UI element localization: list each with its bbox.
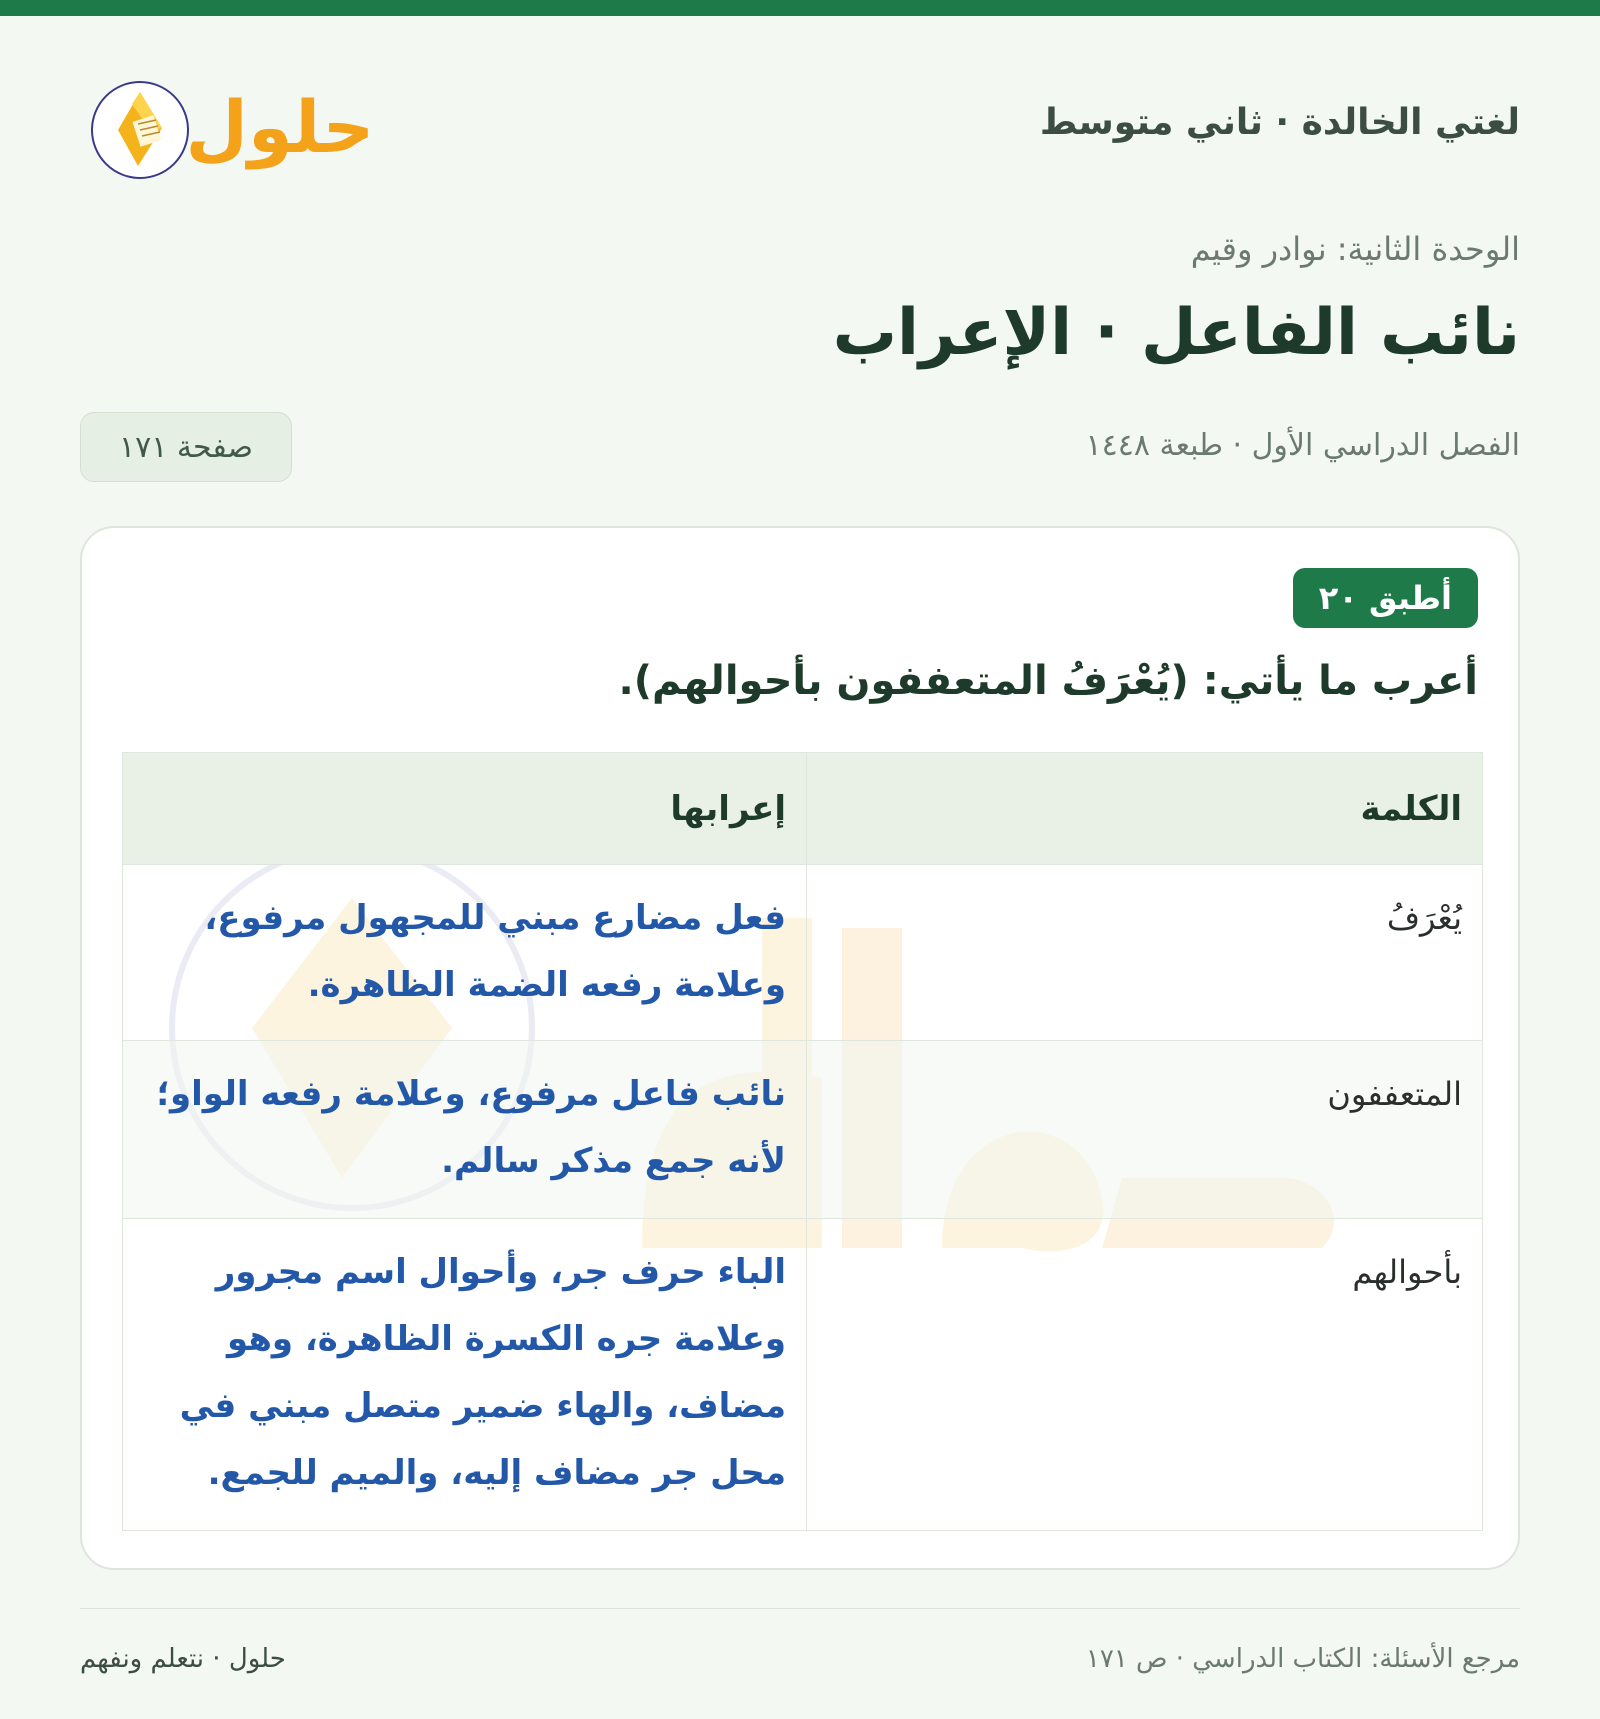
column-header-parsing: إعرابها — [123, 753, 807, 865]
column-header-word: الكلمة — [807, 753, 1483, 865]
exercise-badge: أطبق ٢٠ — [1293, 568, 1478, 628]
table-row — [123, 1219, 1483, 1531]
word-cell: بأحوالهم — [807, 1219, 1483, 1531]
edition-label: الفصل الدراسي الأول · طبعة ١٤٤٨ — [1085, 428, 1520, 463]
exercise-card — [80, 526, 1520, 1570]
parsing-cell: الباء حرف جر، وأحوال اسم مجرور وعلامة جره الكسرة الظاهرة، وهو مضاف، والهاء ضمير متصل مبني في محل جر مضاف إليه، والميم للجمع. — [123, 1219, 807, 1531]
hulool-logo[interactable] — [80, 70, 380, 190]
page-title: نائب الفاعل · الإعراب — [832, 296, 1520, 370]
header — [80, 70, 1520, 190]
parsing-table — [122, 752, 1483, 1531]
unit-label: الوحدة الثانية: نوادر وقيم — [1190, 230, 1520, 268]
book-diamond-logo-icon — [92, 82, 188, 178]
question-text: أعرب ما يأتي: (يُعْرَفُ المتعففون بأحوالهم). — [618, 658, 1478, 704]
parsing-cell: فعل مضارع مبني للمجهول مرفوع، وعلامة رفعه الضمة الظاهرة. — [123, 865, 807, 1041]
table-header-row — [123, 753, 1483, 865]
footer-divider — [80, 1608, 1520, 1609]
logo-text: حلول — [185, 85, 375, 169]
table-row — [123, 865, 1483, 1041]
table-row — [123, 1041, 1483, 1219]
subject-title: لغتي الخالدة · ثاني متوسط — [1039, 102, 1520, 143]
word-cell: المتعففون — [807, 1041, 1483, 1219]
top-accent-bar — [0, 0, 1600, 16]
page-number-chip[interactable]: صفحة ١٧١ — [80, 412, 292, 482]
footer-tagline: حلول · نتعلم ونفهم — [80, 1644, 286, 1674]
footer-reference: مرجع الأسئلة: الكتاب الدراسي · ص ١٧١ — [1085, 1644, 1520, 1674]
word-cell: يُعْرَفُ — [807, 865, 1483, 1041]
parsing-cell: نائب فاعل مرفوع، وعلامة رفعه الواو؛ لأنه جمع مذكر سالم. — [123, 1041, 807, 1219]
